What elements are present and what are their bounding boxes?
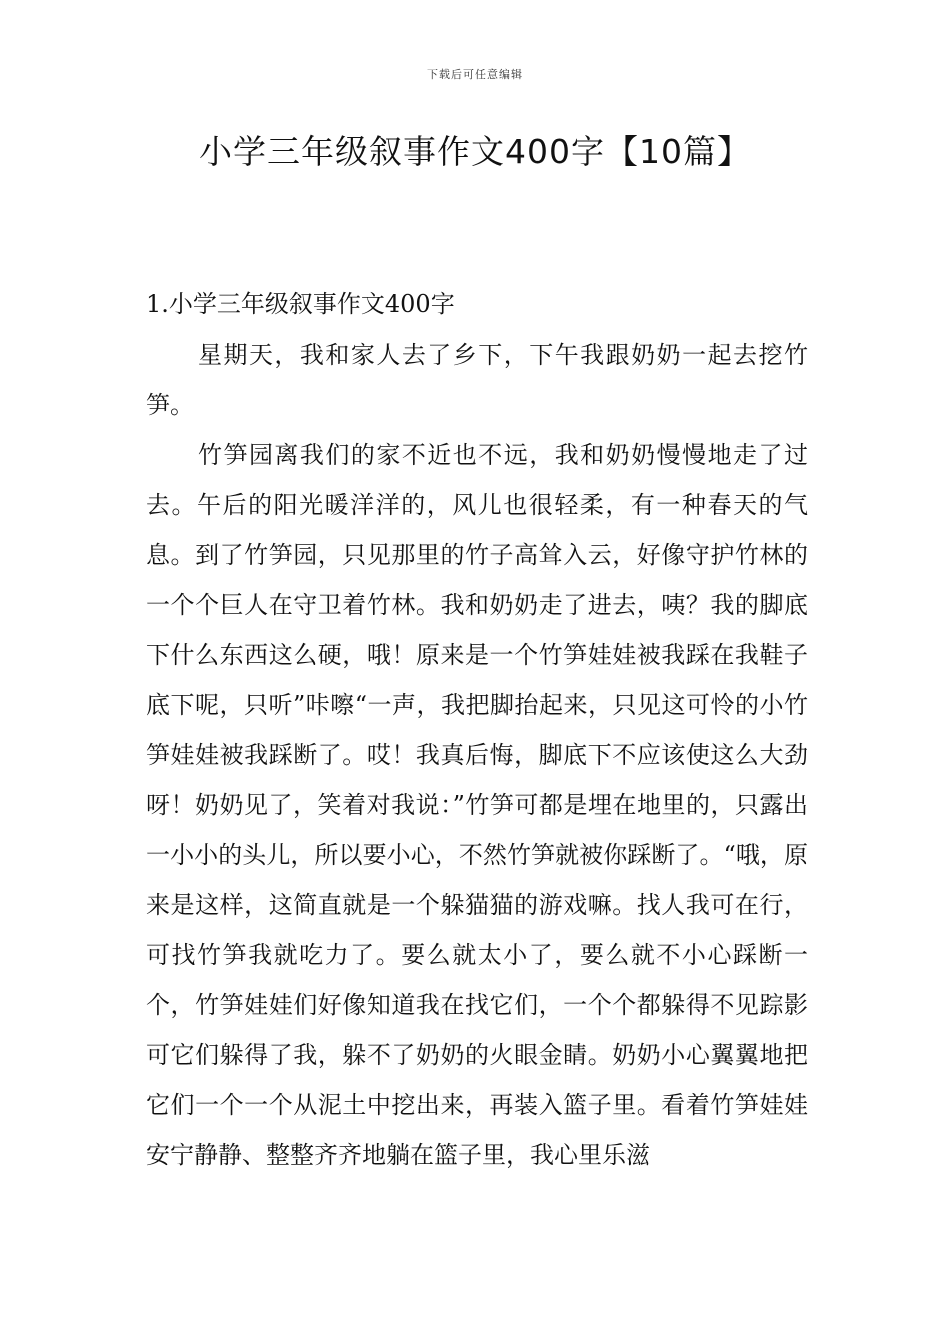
document-title: 小学三年级叙事作文400字【10篇】 xyxy=(199,132,751,171)
section-heading: 1.小学三年级叙事作文400字 xyxy=(146,290,455,318)
header-note: 下载后可任意编辑 xyxy=(427,68,523,81)
paragraph-2: 竹笋园离我们的家不近也不远，我和奶奶慢慢地走了过去。午后的阳光暖洋洋的，风儿也很轻柔，有一种春天的气息。到了竹笋园，只见那里的竹子高耸入云，好像守护竹林的一个个巨人在守卫着竹林。我和奶奶走了进去，咦？我的脚底下什么东西这么硬，哦！原来是一个竹笋娃娃被我踩在我鞋子底下呢，只听”咔嚓“一声，我把脚抬起来，只见这可怜的小竹笋娃娃被我踩断了。哎！我真后悔，脚底下不应该使这么大劲呀！奶奶见了，笑着对我说：”竹笋可都是埋在地里的，只露出一小小的头儿，所以要小心，不然竹笋就被你踩断了。“哦，原来是这样，这简直就是一个躲猫猫的游戏嘛。找人我可在行，可找竹笋我就吃力了。要么就太小了，要么就不小心踩断一个，竹笋娃娃们好像知道我在找它们，一个个都躲得不见踪影可它们躲得了我，躲不了奶奶的火眼金睛。奶奶小心翼翼地把它们一个一个从泥土中挖出来，再装入篮子里。看着竹笋娃娃安宁静静、整整齐齐地躺在篮子里，我心里乐滋 xyxy=(146,441,808,1169)
paragraph-1: 星期天，我和家人去了乡下，下午我跟奶奶一起去挖竹笋。 xyxy=(146,341,808,419)
